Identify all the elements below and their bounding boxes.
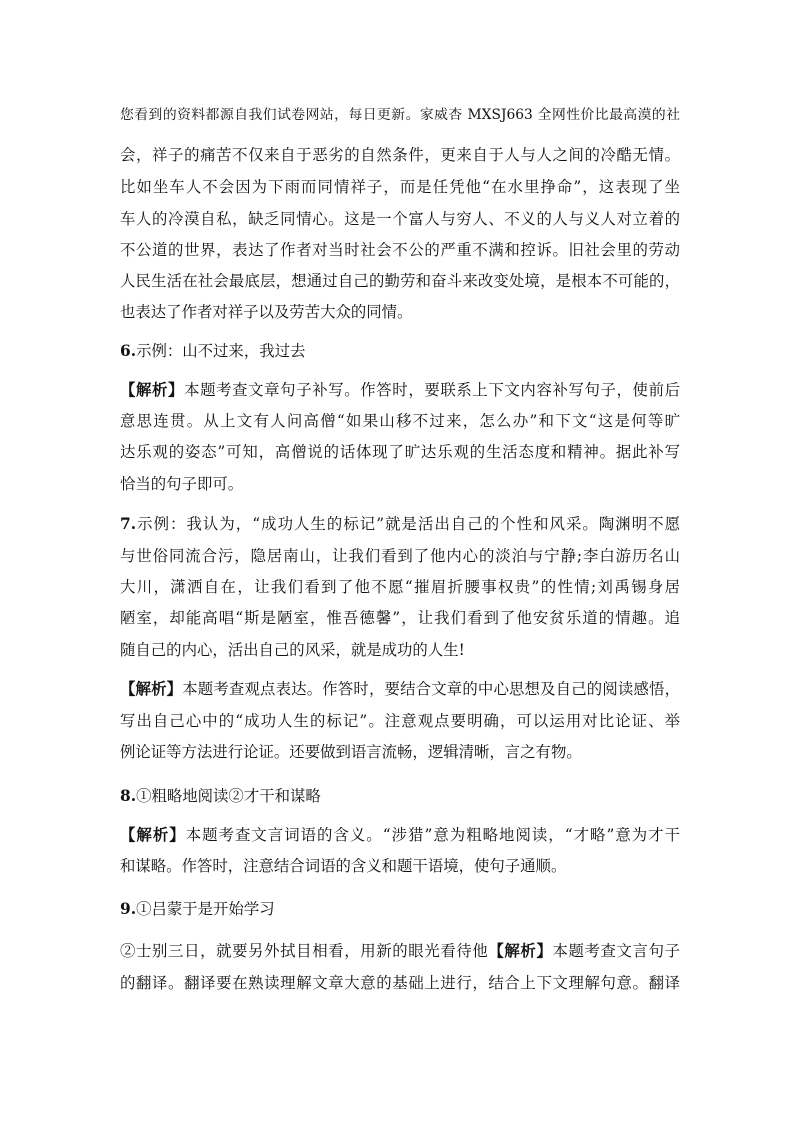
q6-analysis-text: 本题考查文章句子补写。作答时，要联系上下文内容补写句子，使前后	[184, 381, 680, 400]
q6-analysis-line: 意思连贯。从上文有人问高僧“如果山移不过来，怎么办”和下文“这是何等旷	[120, 412, 680, 431]
q7-answer-line	[120, 509, 680, 540]
q9-analysis-line: 的翻译。翻译要在熟读理解文章大意的基础上进行，结合上下文理解句意。翻译	[120, 974, 680, 993]
intro-line: 比如坐车人不会因为下雨而同情祥子，而是任凭他“在水里挣命”，这表现了坐	[120, 178, 680, 197]
q9-answer2-text: ②士别三日，就要另外拭目相看，用新的眼光看待他	[120, 942, 489, 961]
q8-analysis-line: 和谋略。作答时，注意结合词语的含义和题干语境，使句子通顺。	[120, 857, 567, 876]
intro-line: 会，祥子的痛苦不仅来自于恶劣的自然条件，更来自于人与人之间的冷酷无情。	[120, 146, 680, 165]
q7-analysis-label: 【解析】	[120, 680, 183, 699]
q6-answer-text: 示例：山不过来，我过去	[136, 342, 306, 361]
q8-answer-text: ①粗略地阅读②才干和谋略	[136, 787, 321, 806]
q6-analysis-line	[120, 375, 680, 406]
q7-analysis-line	[120, 674, 680, 705]
q6-answer	[120, 336, 680, 367]
q8-analysis-text: 本题考查文言词语的含义。“涉猎”意为粗略地阅读，“才略”意为才干	[185, 826, 680, 845]
q9-analysis-text: 本题考查文言句子	[552, 942, 680, 961]
q6-analysis-label: 【解析】	[120, 381, 185, 400]
q9-analysis-label: 【解析】	[488, 942, 553, 961]
notice-line: 您看到的资料都源自我们试卷网站，每日更新。家威杏 MXSJ663 全网性价比最高漠的社	[120, 107, 680, 123]
q9-answer2-line	[120, 936, 680, 967]
q6-analysis-line: 达乐观的姿态”可知，高僧说的话体现了旷达乐观的生活态度和精神。据此补写	[120, 443, 680, 462]
q7-answer-line: 随自己的内心，活出自己的风采，就是成功的人生!	[120, 641, 465, 660]
q9-number: 9.	[120, 900, 137, 919]
q7-analysis-text: 本题考查观点表达。作答时，要结合文章的中心思想及自己的阅读感悟，	[182, 680, 680, 699]
intro-line: 人民生活在社会最底层，想通过自己的勤劳和奋斗来改变处境，是根本不可能的，	[120, 272, 680, 291]
q7-answer-text: 示例：我认为，“成功人生的标记”就是活出自己的个性和风采。陶渊明不愿	[136, 515, 680, 534]
q7-analysis-line: 例论证等方法进行论证。还要做到语言流畅，逻辑清晰，言之有物。	[120, 743, 582, 762]
q6-analysis-line: 恰当的句子即可。	[120, 475, 244, 494]
q7-number: 7.	[120, 515, 137, 534]
q8-answer	[120, 781, 680, 812]
q8-number: 8.	[120, 787, 137, 806]
q7-answer-line: 与世俗同流合污，隐居南山，让我们看到了他内心的淡泊与宁静;李白游历名山	[120, 547, 680, 566]
q9-answer-text: ①吕蒙于是开始学习	[136, 900, 275, 919]
q7-answer-line: 陋室，却能高唱“斯是陋室，惟吾德馨”，让我们看到了他安贫乐道的情趣。追	[120, 609, 680, 628]
intro-line: 车人的冷漠自私，缺乏同情心。这是一个富人与穷人、不义的人与义人对立着的	[120, 210, 680, 229]
intro-line: 不公道的世界，表达了作者对当时社会不公的严重不满和控诉。旧社会里的劳动	[120, 241, 680, 260]
q7-analysis-line: 写出自己心中的“成功人生的标记”。注意观点要明确，可以运用对比论证、举	[120, 712, 680, 731]
intro-line: 也表达了作者对祥子以及劳苦大众的同情。	[120, 303, 413, 322]
q8-analysis-label: 【解析】	[120, 826, 186, 845]
q9-answer	[120, 894, 680, 925]
q6-number: 6.	[120, 342, 137, 361]
q7-answer-line: 大川，潇洒自在，让我们看到了他不愿“摧眉折腰事权贵”的性情;刘禹锡身居	[120, 578, 680, 597]
q8-analysis-line	[120, 820, 680, 851]
